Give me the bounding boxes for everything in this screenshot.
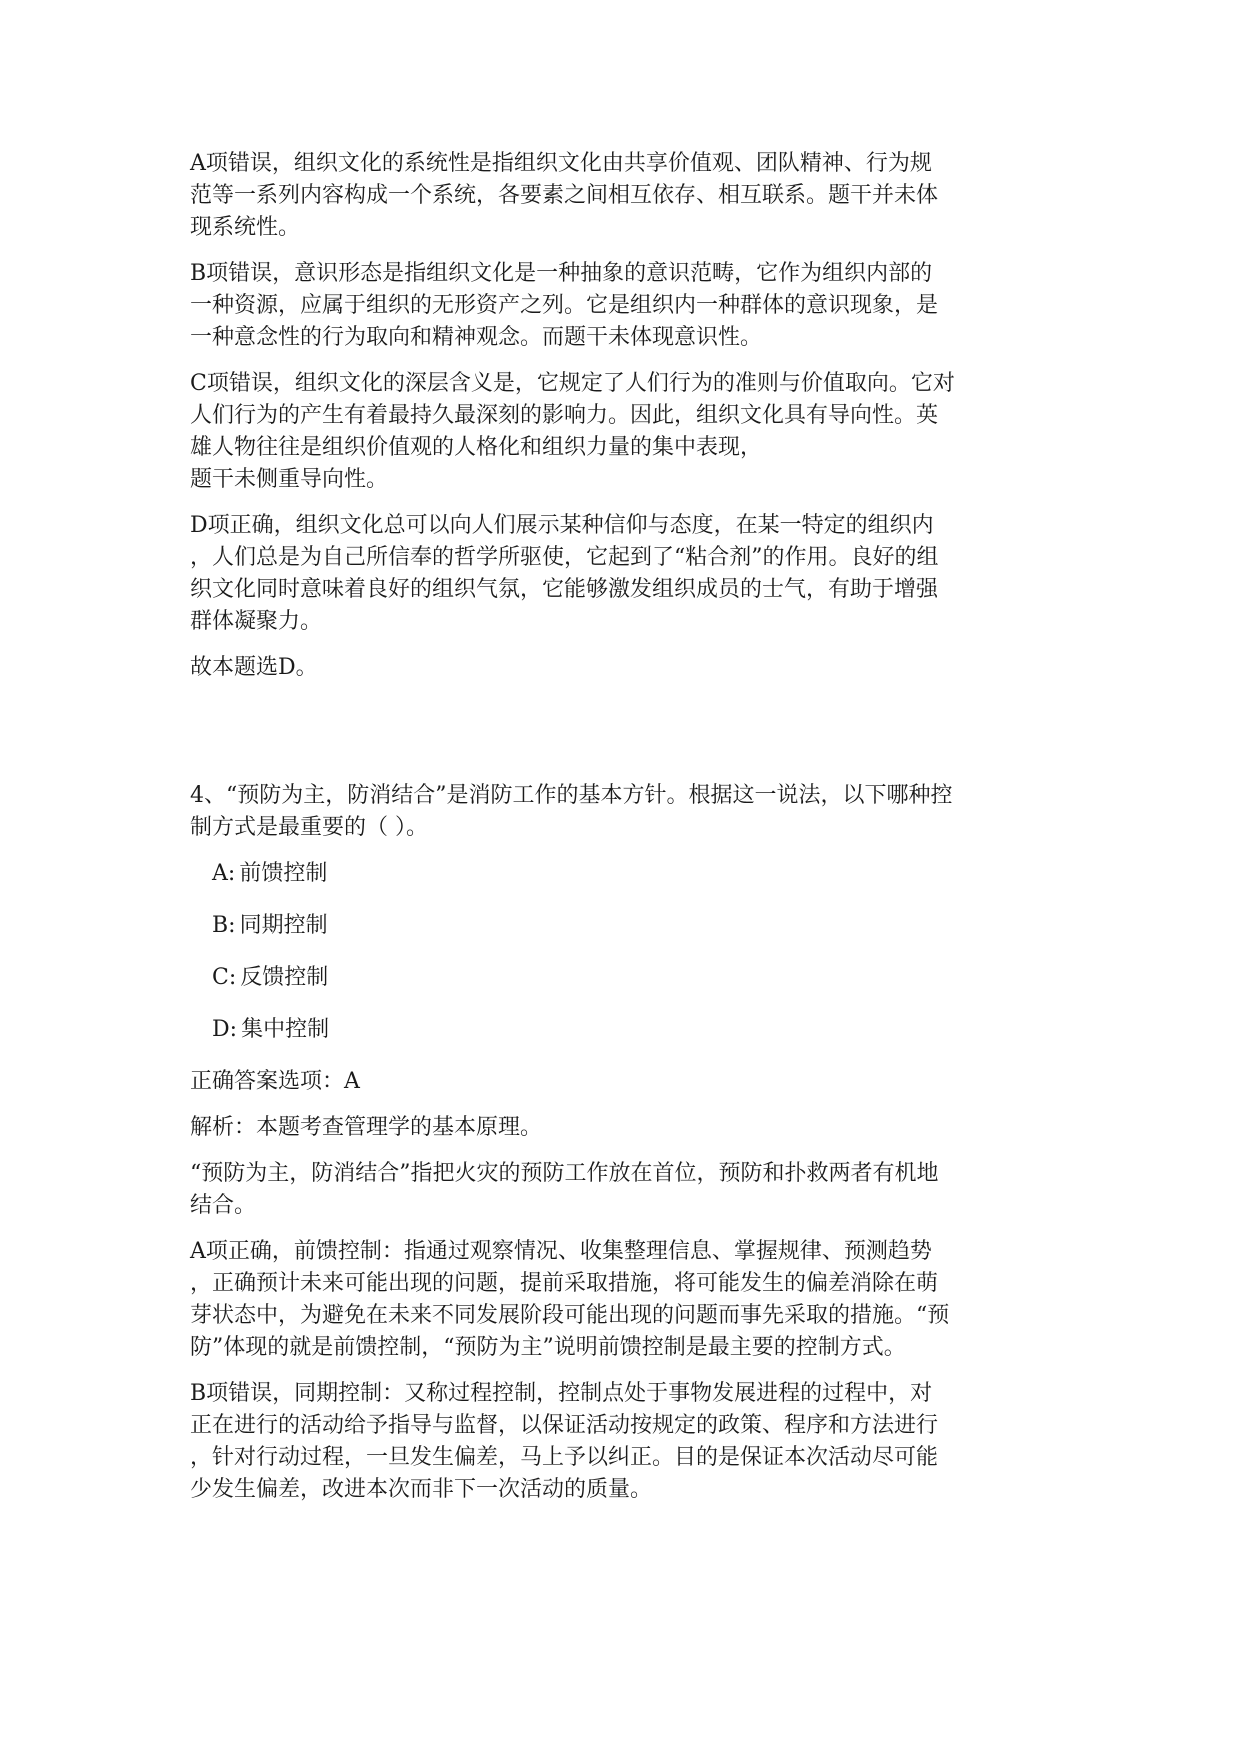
analysis-option-b (190, 1378, 1062, 1506)
option-text: 同期控制 (239, 913, 328, 938)
option-key: A: (212, 861, 236, 886)
text-line: ，针对行动过程，一旦发生偏差，马上予以纠正。目的是保证本次活动尽可能 (190, 1445, 939, 1470)
text-line: 结合。 (190, 1193, 257, 1218)
explanation-option-b (190, 258, 1062, 354)
question-stem (190, 780, 1062, 844)
correct-answer (190, 1066, 1062, 1098)
text-line: A项正确，前馈控制：指通过观察情况、收集整理信息、掌握规律、预测趋势 (190, 1239, 932, 1264)
text-line: 现系统性。 (190, 215, 301, 240)
analysis-heading (190, 1112, 1062, 1144)
text-line: 4、“预防为主，防消结合”是消防工作的基本方针。根据这一说法，以下哪种控 (190, 783, 953, 808)
text-line: B项错误，同期控制：又称过程控制，控制点处于事物发展进程的过程中，对 (190, 1381, 933, 1406)
text-line: 题干未侧重导向性。 (190, 467, 389, 492)
option-text: 前馈控制 (239, 861, 328, 886)
text-line: 正在进行的活动给予指导与监督，以保证活动按规定的政策、程序和方法进行 (190, 1413, 939, 1438)
text-line: 织文化同时意味着良好的组织气氛，它能够激发组织成员的士气，有助于增强 (190, 577, 939, 602)
text-line: A项错误，组织文化的系统性是指组织文化由共享价值观、团队精神、行为规 (190, 151, 932, 176)
conclusion (190, 652, 1062, 684)
text-line: 少发生偏差，改进本次而非下一次活动的质量。 (190, 1477, 653, 1502)
analysis-text: 解析：本题考查管理学的基本原理。 (190, 1115, 543, 1140)
text-line: 范等一系列内容构成一个系统，各要素之间相互依存、相互联系。题干并未体 (190, 183, 939, 208)
explanation-option-a (190, 148, 1062, 244)
text-line: 一种资源，应属于组织的无形资产之列。它是组织内一种群体的意识现象，是 (190, 293, 939, 318)
conclusion-text: 故本题选D。 (190, 655, 318, 680)
text-line: 制方式是最重要的（ ）。 (190, 815, 428, 840)
explanation-option-d (190, 510, 1062, 638)
option-text: 集中控制 (241, 1017, 330, 1042)
text-line: 芽状态中，为避免在未来不同发展阶段可能出现的问题而事先采取的措施。“预 (190, 1303, 950, 1328)
text-line: 防”体现的就是前馈控制，“预防为主”说明前馈控制是最主要的控制方式。 (190, 1335, 906, 1360)
analysis-option-a (190, 1236, 1062, 1364)
option-key: B: (212, 913, 236, 938)
option-text: 反馈控制 (240, 965, 329, 990)
text-line: 一种意念性的行为取向和精神观念。而题干未体现意识性。 (190, 325, 763, 350)
option-a (212, 858, 1062, 890)
text-line: “预防为主，防消结合”指把火灾的预防工作放在首位，预防和扑救两者有机地 (190, 1161, 939, 1186)
analysis-paragraph-1 (190, 1158, 1062, 1222)
text-line: ，正确预计未来可能出现的问题，提前采取措施，将可能发生的偏差消除在萌 (190, 1271, 939, 1296)
section-gap (190, 698, 1062, 780)
text-line: 雄人物往往是组织价值观的人格化和组织力量的集中表现， (190, 435, 763, 460)
option-b (212, 910, 1062, 942)
document-page (190, 148, 1062, 1520)
option-c (212, 962, 1062, 994)
text-line: B项错误，意识形态是指组织文化是一种抽象的意识范畴，它作为组织内部的 (190, 261, 933, 286)
text-line: C项错误，组织文化的深层含义是，它规定了人们行为的准则与价值取向。它对 (190, 371, 955, 396)
text-line: D项正确，组织文化总可以向人们展示某种信仰与态度，在某一特定的组织内 (190, 513, 934, 538)
explanation-option-c (190, 368, 1062, 496)
option-key: D: (212, 1017, 238, 1042)
option-key: C: (212, 965, 237, 990)
option-d (212, 1014, 1062, 1046)
text-line: 人们行为的产生有着最持久最深刻的影响力。因此，组织文化具有导向性。英 (190, 403, 939, 428)
text-line: ，人们总是为自己所信奉的哲学所驱使，它起到了“粘合剂”的作用。良好的组 (190, 545, 939, 570)
answer-text: 正确答案选项：A (190, 1069, 360, 1094)
text-line: 群体凝聚力。 (190, 609, 323, 634)
